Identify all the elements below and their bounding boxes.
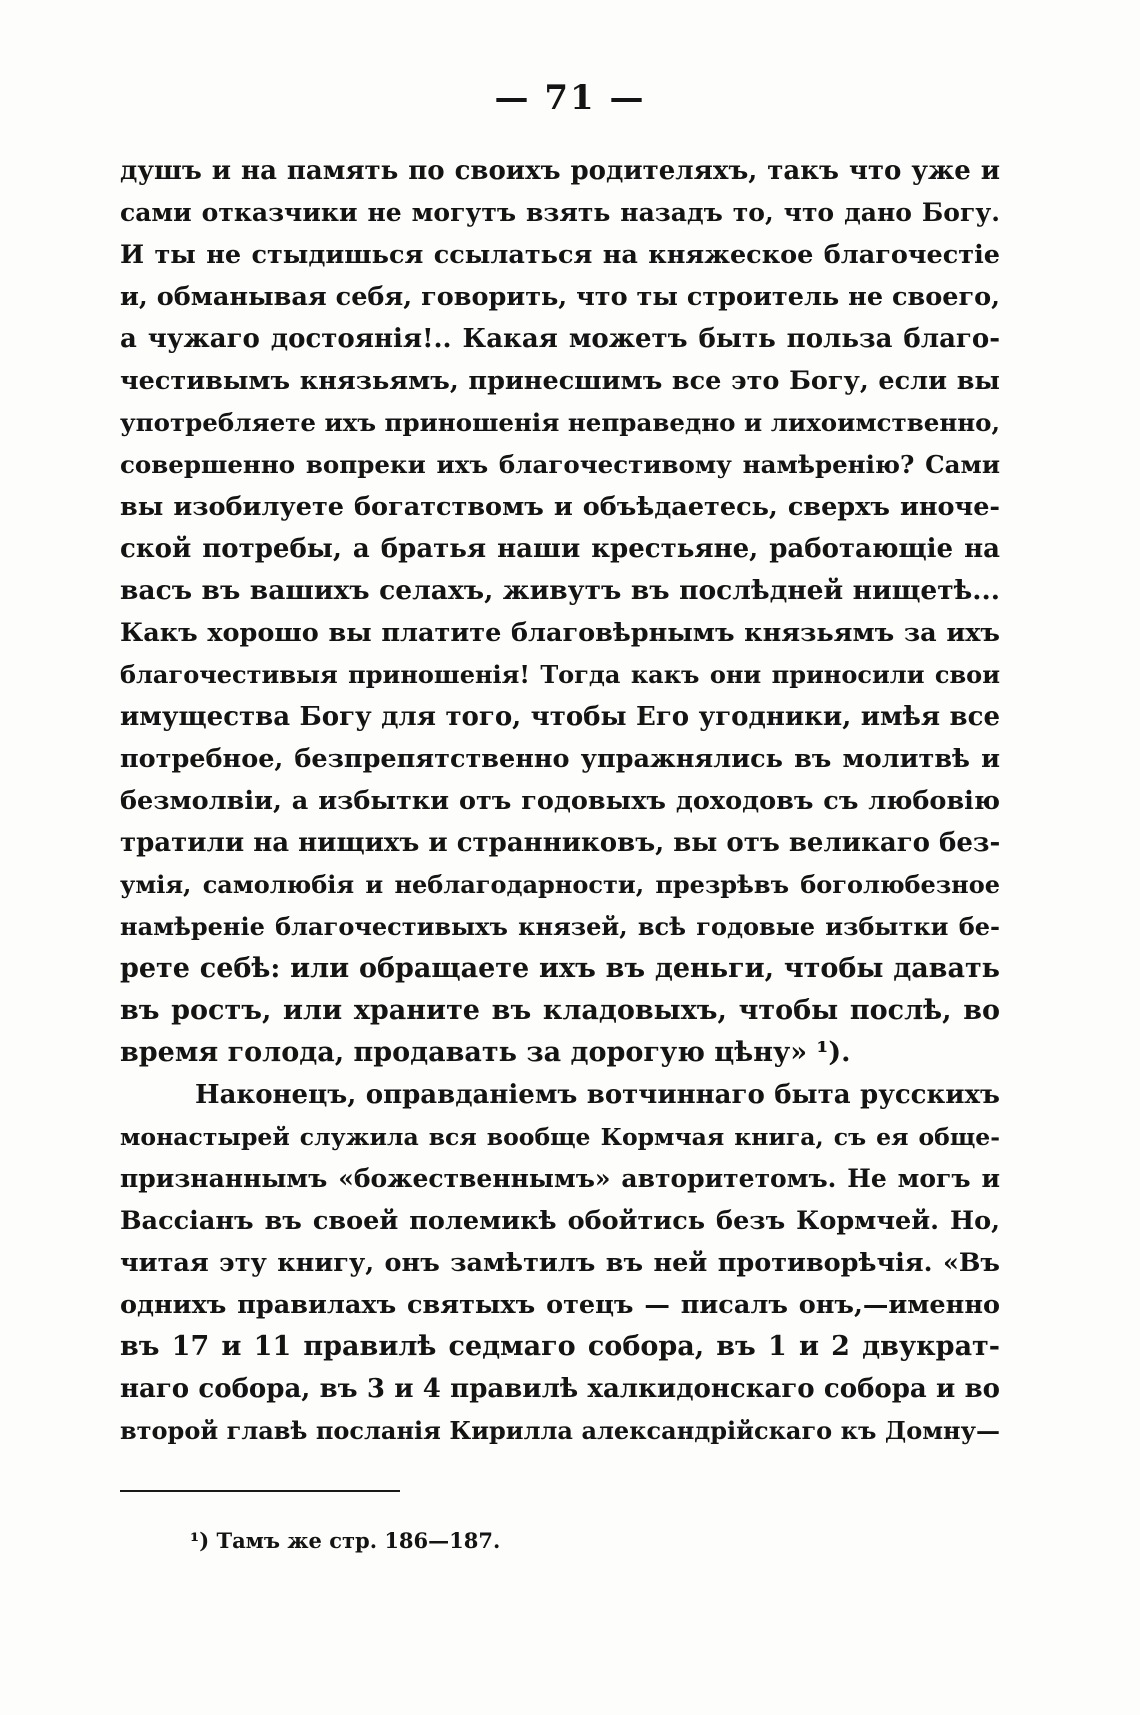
text-line: честивымъ князьямъ, принесшимъ все это Богу, если вы (120, 366, 1000, 396)
text-line: умія, самолюбія и неблагодарности, презрѣвъ боголюбезное (120, 870, 1000, 899)
text-line: вы изобилуете богатствомъ и объѣдаетесь, сверхъ иноче- (120, 492, 1000, 522)
text-line: второй главѣ посланія Кирилла александрійскаго къ Домну— (120, 1416, 1000, 1445)
page-number: — 71 — (494, 78, 646, 118)
text-line: намѣреніе благочестивыхъ князей, всѣ годовые избытки бе- (120, 912, 1000, 941)
footnote: ¹) Тамъ же стр. 186—187. (190, 1528, 501, 1553)
paragraph-first-line: Наконецъ, оправданіемъ вотчиннаго быта русскихъ (195, 1080, 1000, 1110)
text-line: безмолвіи, а избытки отъ годовыхъ доходовъ съ любовію (120, 786, 1000, 816)
text-line: душъ и на память по своихъ родителяхъ, такъ что уже и (120, 156, 1000, 186)
text-line: Какъ хорошо вы платите благовѣрнымъ князьямъ за ихъ (120, 618, 1000, 648)
text-line: въ 17 и 11 правилѣ седмаго собора, въ 1 и 2 двукрат- (120, 1331, 1000, 1362)
text-line: имущества Богу для того, чтобы Его угодники, имѣя все (120, 702, 1000, 732)
main-text (120, 150, 1000, 1452)
text-line: И ты не стыдишься ссылаться на княжеское благочестіе (120, 240, 1000, 270)
text-line: читая эту книгу, онъ замѣтилъ въ ней противорѣчія. «Въ (120, 1248, 1000, 1278)
text-line: однихъ правилахъ святыхъ отецъ — писалъ онъ,—именно (120, 1290, 1000, 1320)
text-line: а чужаго достоянія!.. Какая можетъ быть польза благо- (120, 324, 1000, 354)
text-line: тратили на нищихъ и странниковъ, вы отъ великаго без- (120, 828, 1000, 858)
text-line: благочестивыя приношенія! Тогда какъ они приносили свои (120, 660, 1000, 689)
text-line: въ ростъ, или храните въ кладовыхъ, чтобы послѣ, во (120, 995, 1000, 1026)
text-line: ской потребы, а братья наши крестьяне, работающіе на (120, 534, 1000, 564)
text-line: монастырей служила вся вообще Кормчая книга, съ ея обще- (120, 1123, 1000, 1151)
text-line: время голода, продавать за дорогую цѣну» ¹). (120, 1037, 851, 1068)
text-line: сами отказчики не могутъ взять назадъ то, что дано Богу. (120, 198, 1000, 227)
footnote-divider (120, 1490, 400, 1492)
text-line: Вассіанъ въ своей полемикѣ обойтись безъ Кормчей. Но, (120, 1206, 1000, 1236)
text-line: васъ въ вашихъ селахъ, живутъ въ послѣдней нищетѣ... (120, 575, 1000, 606)
text-line: и, обманывая себя, говорить, что ты строитель не своего, (120, 282, 1000, 312)
text-line: наго собора, въ 3 и 4 правилѣ халкидонскаго собора и во (120, 1374, 1000, 1404)
text-line: признаннымъ «божественнымъ» авторитетомъ. Не могъ и (120, 1164, 1000, 1193)
text-line: совершенно вопреки ихъ благочестивому намѣренію? Сами (120, 450, 1000, 479)
text-line: рете себѣ: или обращаете ихъ въ деньги, чтобы давать (120, 953, 1000, 984)
text-line: употребляете ихъ приношенія неправедно и лихоимственно, (120, 408, 1000, 437)
text-line: потребное, безпрепятственно упражнялись въ молитвѣ и (120, 744, 1000, 774)
